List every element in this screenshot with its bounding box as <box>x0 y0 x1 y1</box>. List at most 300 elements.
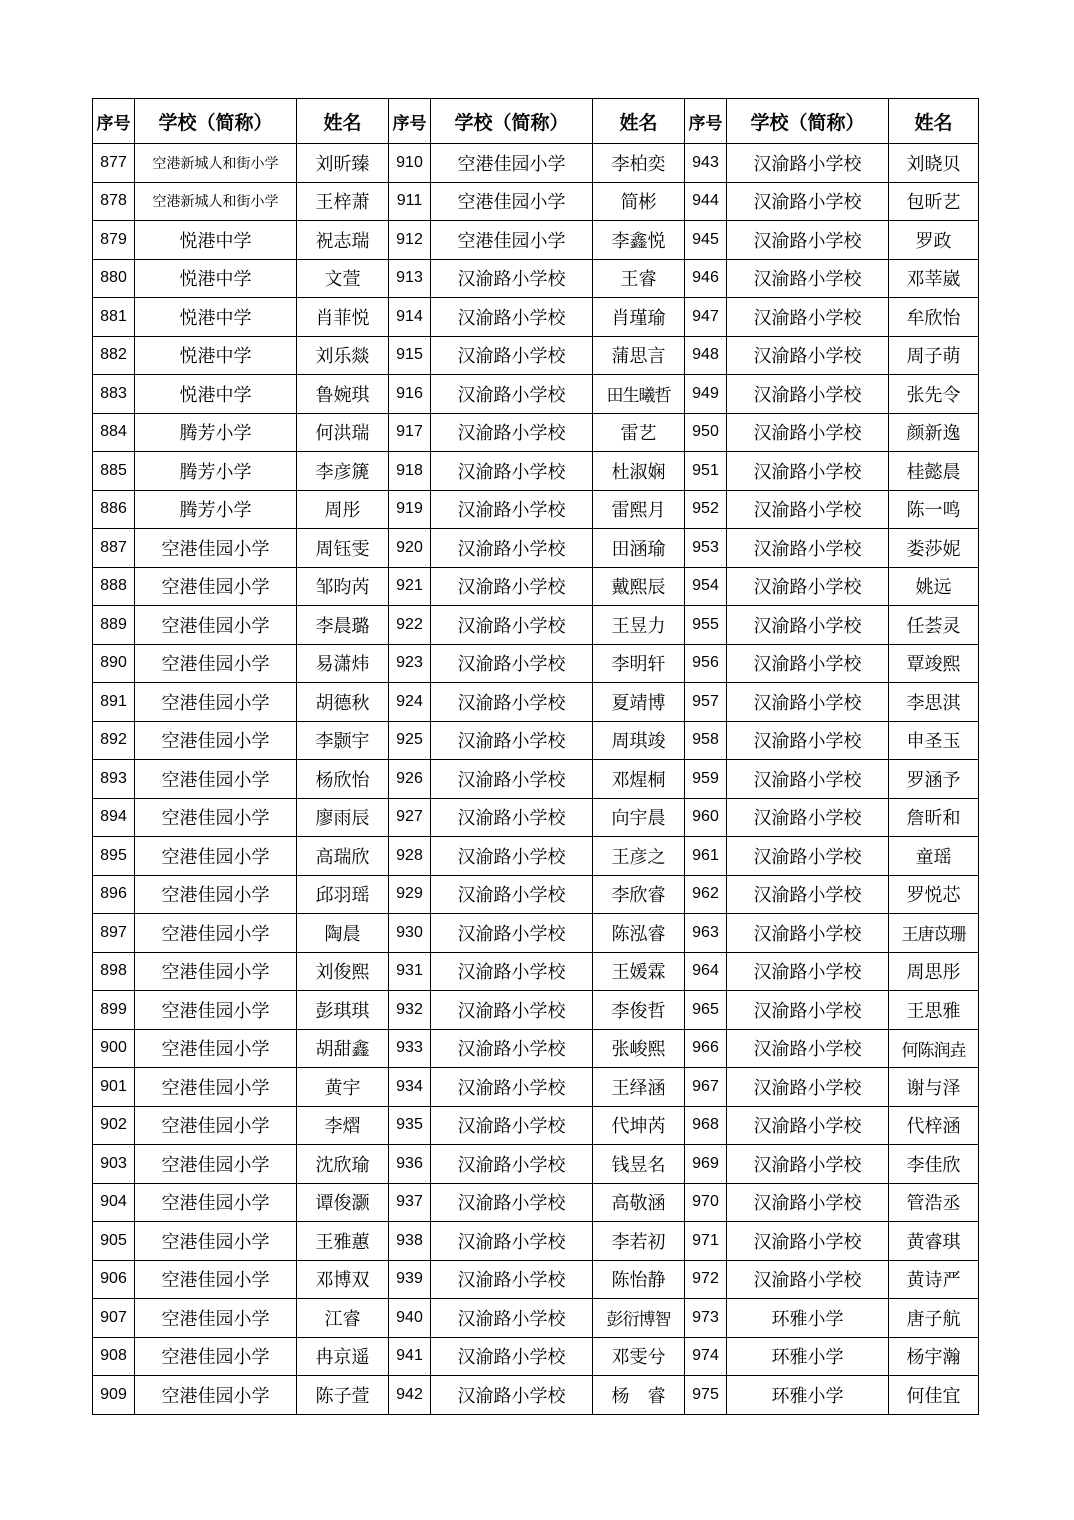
cell-school: 汉渝路小学校 <box>431 413 593 452</box>
cell-name: 罗涵予 <box>889 760 979 799</box>
cell-no: 898 <box>93 952 135 991</box>
cell-school: 汉渝路小学校 <box>431 298 593 337</box>
cell-school: 汉渝路小学校 <box>431 952 593 991</box>
cell-school: 汉渝路小学校 <box>727 1106 889 1145</box>
cell-no: 927 <box>389 798 431 837</box>
cell-no: 974 <box>685 1337 727 1376</box>
table-row <box>93 259 979 298</box>
cell-school: 环雅小学 <box>727 1376 889 1415</box>
cell-no: 926 <box>389 760 431 799</box>
header-name: 姓名 <box>593 99 685 144</box>
cell-school: 空港佳园小学 <box>135 606 297 645</box>
cell-school: 腾芳小学 <box>135 452 297 491</box>
cell-school: 汉渝路小学校 <box>431 837 593 876</box>
cell-name: 邓莘崴 <box>889 259 979 298</box>
cell-school: 汉渝路小学校 <box>727 567 889 606</box>
cell-name: 杨宇瀚 <box>889 1337 979 1376</box>
cell-no: 922 <box>389 606 431 645</box>
cell-school: 汉渝路小学校 <box>727 1145 889 1184</box>
table-row <box>93 1222 979 1261</box>
cell-no: 962 <box>685 875 727 914</box>
cell-no: 900 <box>93 1029 135 1068</box>
table-row <box>93 182 979 221</box>
table-row <box>93 221 979 260</box>
header-no: 序号 <box>685 99 727 144</box>
cell-name: 颜新逸 <box>889 413 979 452</box>
cell-name: 李熠 <box>297 1106 389 1145</box>
cell-name: 肖瑾瑜 <box>593 298 685 337</box>
cell-no: 885 <box>93 452 135 491</box>
cell-name: 王绎涵 <box>593 1068 685 1107</box>
cell-name: 李彦篪 <box>297 452 389 491</box>
cell-school: 空港佳园小学 <box>135 1337 297 1376</box>
header-no: 序号 <box>389 99 431 144</box>
table-row <box>93 914 979 953</box>
cell-school: 空港佳园小学 <box>135 1376 297 1415</box>
cell-name: 邓博双 <box>297 1260 389 1299</box>
cell-name: 黄睿琪 <box>889 1222 979 1261</box>
table-row <box>93 298 979 337</box>
cell-name: 李欣睿 <box>593 875 685 914</box>
cell-name: 管浩丞 <box>889 1183 979 1222</box>
cell-name: 田生曦哲 <box>593 375 685 414</box>
cell-name: 刘昕臻 <box>297 144 389 183</box>
cell-name: 刘晓贝 <box>889 144 979 183</box>
table-row <box>93 1068 979 1107</box>
cell-name: 杨欣怡 <box>297 760 389 799</box>
cell-name: 李俊哲 <box>593 991 685 1030</box>
cell-school: 空港佳园小学 <box>135 644 297 683</box>
cell-school: 空港佳园小学 <box>135 837 297 876</box>
cell-name: 王梓萧 <box>297 182 389 221</box>
cell-name: 周子萌 <box>889 336 979 375</box>
cell-name: 钱昱名 <box>593 1145 685 1184</box>
table-row <box>93 760 979 799</box>
cell-school: 汉渝路小学校 <box>727 991 889 1030</box>
cell-name: 李明轩 <box>593 644 685 683</box>
cell-school: 腾芳小学 <box>135 413 297 452</box>
cell-school: 空港佳园小学 <box>135 991 297 1030</box>
cell-name: 陈一鸣 <box>889 490 979 529</box>
cell-school: 汉渝路小学校 <box>727 914 889 953</box>
cell-no: 932 <box>389 991 431 1030</box>
table-row <box>93 798 979 837</box>
cell-school: 汉渝路小学校 <box>727 837 889 876</box>
cell-no: 967 <box>685 1068 727 1107</box>
cell-name: 王睿 <box>593 259 685 298</box>
cell-school: 汉渝路小学校 <box>727 259 889 298</box>
cell-school: 空港佳园小学 <box>135 1299 297 1338</box>
table-row <box>93 529 979 568</box>
cell-name: 邱羽瑶 <box>297 875 389 914</box>
cell-school: 汉渝路小学校 <box>727 413 889 452</box>
cell-no: 913 <box>389 259 431 298</box>
table-row <box>93 721 979 760</box>
cell-school: 空港佳园小学 <box>135 1145 297 1184</box>
cell-name: 罗悦芯 <box>889 875 979 914</box>
cell-name: 王昱力 <box>593 606 685 645</box>
cell-school: 汉渝路小学校 <box>727 1183 889 1222</box>
cell-school: 汉渝路小学校 <box>727 721 889 760</box>
cell-no: 886 <box>93 490 135 529</box>
cell-school: 汉渝路小学校 <box>431 1029 593 1068</box>
cell-school: 汉渝路小学校 <box>727 490 889 529</box>
table-row <box>93 1183 979 1222</box>
cell-no: 933 <box>389 1029 431 1068</box>
table-row <box>93 606 979 645</box>
table-row <box>93 1260 979 1299</box>
cell-no: 944 <box>685 182 727 221</box>
cell-no: 942 <box>389 1376 431 1415</box>
cell-school: 空港佳园小学 <box>431 221 593 260</box>
cell-name: 冉京遥 <box>297 1337 389 1376</box>
cell-no: 966 <box>685 1029 727 1068</box>
table-row <box>93 336 979 375</box>
cell-school: 汉渝路小学校 <box>431 1299 593 1338</box>
cell-school: 汉渝路小学校 <box>431 259 593 298</box>
cell-name: 戴熙辰 <box>593 567 685 606</box>
cell-school: 汉渝路小学校 <box>727 798 889 837</box>
cell-school: 汉渝路小学校 <box>431 1068 593 1107</box>
cell-name: 李佳欣 <box>889 1145 979 1184</box>
cell-name: 高敬涵 <box>593 1183 685 1222</box>
cell-school: 汉渝路小学校 <box>431 336 593 375</box>
cell-no: 957 <box>685 683 727 722</box>
cell-no: 929 <box>389 875 431 914</box>
table-row <box>93 144 979 183</box>
cell-no: 935 <box>389 1106 431 1145</box>
cell-name: 李若初 <box>593 1222 685 1261</box>
cell-name: 邓雯兮 <box>593 1337 685 1376</box>
cell-school: 汉渝路小学校 <box>727 875 889 914</box>
cell-school: 汉渝路小学校 <box>727 1068 889 1107</box>
cell-school: 汉渝路小学校 <box>727 298 889 337</box>
cell-no: 916 <box>389 375 431 414</box>
cell-school: 汉渝路小学校 <box>431 1106 593 1145</box>
cell-school: 汉渝路小学校 <box>431 721 593 760</box>
cell-no: 931 <box>389 952 431 991</box>
cell-no: 906 <box>93 1260 135 1299</box>
cell-school: 汉渝路小学校 <box>431 1222 593 1261</box>
cell-no: 959 <box>685 760 727 799</box>
cell-name: 谭俊灏 <box>297 1183 389 1222</box>
cell-no: 892 <box>93 721 135 760</box>
cell-school: 汉渝路小学校 <box>727 336 889 375</box>
cell-name: 田涵瑜 <box>593 529 685 568</box>
cell-no: 940 <box>389 1299 431 1338</box>
cell-name: 罗政 <box>889 221 979 260</box>
cell-school: 汉渝路小学校 <box>431 1145 593 1184</box>
cell-no: 920 <box>389 529 431 568</box>
cell-school: 汉渝路小学校 <box>727 1260 889 1299</box>
cell-no: 960 <box>685 798 727 837</box>
cell-school: 环雅小学 <box>727 1337 889 1376</box>
table-row <box>93 413 979 452</box>
cell-no: 964 <box>685 952 727 991</box>
cell-no: 908 <box>93 1337 135 1376</box>
cell-name: 江睿 <box>297 1299 389 1338</box>
cell-school: 汉渝路小学校 <box>431 529 593 568</box>
cell-no: 880 <box>93 259 135 298</box>
cell-school: 汉渝路小学校 <box>727 221 889 260</box>
cell-school: 汉渝路小学校 <box>431 1376 593 1415</box>
cell-no: 919 <box>389 490 431 529</box>
cell-school: 汉渝路小学校 <box>431 452 593 491</box>
cell-no: 952 <box>685 490 727 529</box>
cell-name: 简彬 <box>593 182 685 221</box>
cell-no: 939 <box>389 1260 431 1299</box>
table-row <box>93 490 979 529</box>
cell-name: 陈子萱 <box>297 1376 389 1415</box>
cell-school: 汉渝路小学校 <box>431 875 593 914</box>
cell-name: 覃竣熙 <box>889 644 979 683</box>
cell-no: 914 <box>389 298 431 337</box>
cell-name: 李柏奕 <box>593 144 685 183</box>
cell-no: 947 <box>685 298 727 337</box>
cell-school: 悦港中学 <box>135 221 297 260</box>
cell-name: 陈泓睿 <box>593 914 685 953</box>
cell-no: 930 <box>389 914 431 953</box>
cell-school: 汉渝路小学校 <box>431 683 593 722</box>
cell-name: 唐子航 <box>889 1299 979 1338</box>
table-row <box>93 683 979 722</box>
cell-name: 牟欣怡 <box>889 298 979 337</box>
cell-name: 何洪瑞 <box>297 413 389 452</box>
cell-no: 902 <box>93 1106 135 1145</box>
cell-name: 周钰雯 <box>297 529 389 568</box>
cell-school: 汉渝路小学校 <box>431 991 593 1030</box>
cell-name: 杜淑娴 <box>593 452 685 491</box>
header-name: 姓名 <box>297 99 389 144</box>
cell-school: 空港佳园小学 <box>135 798 297 837</box>
cell-name: 李思淇 <box>889 683 979 722</box>
cell-no: 938 <box>389 1222 431 1261</box>
cell-no: 925 <box>389 721 431 760</box>
cell-no: 950 <box>685 413 727 452</box>
cell-school: 空港佳园小学 <box>135 1106 297 1145</box>
table-row <box>93 952 979 991</box>
cell-no: 955 <box>685 606 727 645</box>
header-school: 学校（简称） <box>135 99 297 144</box>
cell-no: 972 <box>685 1260 727 1299</box>
cell-no: 915 <box>389 336 431 375</box>
cell-school: 空港佳园小学 <box>431 144 593 183</box>
cell-no: 891 <box>93 683 135 722</box>
cell-no: 903 <box>93 1145 135 1184</box>
cell-name: 桂懿晨 <box>889 452 979 491</box>
cell-no: 907 <box>93 1299 135 1338</box>
cell-no: 912 <box>389 221 431 260</box>
cell-name: 童瑶 <box>889 837 979 876</box>
cell-no: 975 <box>685 1376 727 1415</box>
cell-school: 汉渝路小学校 <box>727 952 889 991</box>
cell-school: 汉渝路小学校 <box>431 375 593 414</box>
cell-name: 李晨璐 <box>297 606 389 645</box>
cell-no: 965 <box>685 991 727 1030</box>
cell-name: 彭琪琪 <box>297 991 389 1030</box>
cell-name: 黄宇 <box>297 1068 389 1107</box>
table-row <box>93 1145 979 1184</box>
cell-school: 汉渝路小学校 <box>431 1337 593 1376</box>
cell-no: 956 <box>685 644 727 683</box>
cell-school: 腾芳小学 <box>135 490 297 529</box>
cell-school: 汉渝路小学校 <box>431 914 593 953</box>
cell-name: 夏靖博 <box>593 683 685 722</box>
cell-no: 881 <box>93 298 135 337</box>
cell-name: 王思雅 <box>889 991 979 1030</box>
cell-school: 悦港中学 <box>135 298 297 337</box>
cell-no: 963 <box>685 914 727 953</box>
cell-name: 陈怡静 <box>593 1260 685 1299</box>
cell-school: 空港佳园小学 <box>431 182 593 221</box>
cell-name: 李颢宇 <box>297 721 389 760</box>
cell-school: 空港佳园小学 <box>135 567 297 606</box>
cell-name: 陶晨 <box>297 914 389 953</box>
cell-name: 周彤 <box>297 490 389 529</box>
cell-name: 杨 睿 <box>593 1376 685 1415</box>
cell-no: 948 <box>685 336 727 375</box>
cell-no: 923 <box>389 644 431 683</box>
cell-no: 924 <box>389 683 431 722</box>
cell-school: 汉渝路小学校 <box>727 760 889 799</box>
cell-name: 王唐苡珊 <box>889 914 979 953</box>
cell-name: 王彦之 <box>593 837 685 876</box>
cell-school: 汉渝路小学校 <box>727 683 889 722</box>
cell-no: 973 <box>685 1299 727 1338</box>
cell-school: 空港佳园小学 <box>135 1183 297 1222</box>
cell-school: 悦港中学 <box>135 336 297 375</box>
header-school: 学校（简称） <box>727 99 889 144</box>
cell-no: 888 <box>93 567 135 606</box>
cell-school: 汉渝路小学校 <box>431 760 593 799</box>
cell-no: 879 <box>93 221 135 260</box>
cell-no: 890 <box>93 644 135 683</box>
cell-name: 雷熙月 <box>593 490 685 529</box>
cell-school: 空港佳园小学 <box>135 952 297 991</box>
cell-no: 936 <box>389 1145 431 1184</box>
cell-name: 高瑞欣 <box>297 837 389 876</box>
cell-no: 968 <box>685 1106 727 1145</box>
cell-school: 汉渝路小学校 <box>727 182 889 221</box>
cell-name: 胡甜鑫 <box>297 1029 389 1068</box>
cell-school: 空港佳园小学 <box>135 529 297 568</box>
cell-school: 汉渝路小学校 <box>431 1260 593 1299</box>
cell-no: 917 <box>389 413 431 452</box>
student-list-table <box>92 98 979 1415</box>
cell-name: 祝志瑞 <box>297 221 389 260</box>
cell-no: 889 <box>93 606 135 645</box>
table-row <box>93 1337 979 1376</box>
cell-no: 878 <box>93 182 135 221</box>
table-row <box>93 1376 979 1415</box>
cell-school: 空港佳园小学 <box>135 1222 297 1261</box>
cell-name: 包昕艺 <box>889 182 979 221</box>
cell-no: 921 <box>389 567 431 606</box>
cell-name: 周思彤 <box>889 952 979 991</box>
cell-name: 彭衍博智 <box>593 1299 685 1338</box>
cell-no: 949 <box>685 375 727 414</box>
cell-no: 971 <box>685 1222 727 1261</box>
cell-no: 953 <box>685 529 727 568</box>
header-row <box>93 99 979 144</box>
cell-no: 928 <box>389 837 431 876</box>
cell-name: 谢与泽 <box>889 1068 979 1107</box>
cell-name: 张先令 <box>889 375 979 414</box>
cell-school: 空港佳园小学 <box>135 1068 297 1107</box>
table-row <box>93 375 979 414</box>
cell-name: 肖菲悦 <box>297 298 389 337</box>
cell-name: 李鑫悦 <box>593 221 685 260</box>
cell-school: 汉渝路小学校 <box>727 1029 889 1068</box>
cell-school: 空港佳园小学 <box>135 683 297 722</box>
cell-school: 空港佳园小学 <box>135 914 297 953</box>
cell-name: 詹昕和 <box>889 798 979 837</box>
table-row <box>93 644 979 683</box>
cell-school: 汉渝路小学校 <box>431 606 593 645</box>
cell-no: 897 <box>93 914 135 953</box>
cell-no: 887 <box>93 529 135 568</box>
cell-no: 882 <box>93 336 135 375</box>
cell-no: 904 <box>93 1183 135 1222</box>
cell-school: 空港佳园小学 <box>135 760 297 799</box>
cell-no: 899 <box>93 991 135 1030</box>
header-no: 序号 <box>93 99 135 144</box>
cell-no: 893 <box>93 760 135 799</box>
table-row <box>93 991 979 1030</box>
cell-name: 王雅蕙 <box>297 1222 389 1261</box>
cell-name: 向宇晨 <box>593 798 685 837</box>
cell-school: 空港佳园小学 <box>135 1029 297 1068</box>
table-row <box>93 1106 979 1145</box>
cell-name: 鲁婉琪 <box>297 375 389 414</box>
cell-school: 汉渝路小学校 <box>727 644 889 683</box>
cell-school: 空港新城人和街小学 <box>135 144 297 183</box>
cell-no: 969 <box>685 1145 727 1184</box>
cell-school: 空港佳园小学 <box>135 875 297 914</box>
cell-no: 877 <box>93 144 135 183</box>
cell-no: 934 <box>389 1068 431 1107</box>
cell-name: 周琪竣 <box>593 721 685 760</box>
cell-school: 环雅小学 <box>727 1299 889 1338</box>
cell-name: 黄诗严 <box>889 1260 979 1299</box>
cell-school: 空港新城人和街小学 <box>135 182 297 221</box>
cell-school: 汉渝路小学校 <box>431 798 593 837</box>
cell-no: 911 <box>389 182 431 221</box>
cell-name: 胡德秋 <box>297 683 389 722</box>
cell-school: 汉渝路小学校 <box>431 567 593 606</box>
cell-name: 代梓涵 <box>889 1106 979 1145</box>
cell-no: 909 <box>93 1376 135 1415</box>
cell-name: 姚远 <box>889 567 979 606</box>
table-row <box>93 1299 979 1338</box>
cell-name: 邹昀芮 <box>297 567 389 606</box>
cell-no: 905 <box>93 1222 135 1261</box>
cell-no: 894 <box>93 798 135 837</box>
cell-no: 945 <box>685 221 727 260</box>
cell-name: 刘乐燚 <box>297 336 389 375</box>
cell-no: 954 <box>685 567 727 606</box>
cell-no: 941 <box>389 1337 431 1376</box>
cell-school: 汉渝路小学校 <box>431 490 593 529</box>
header-name: 姓名 <box>889 99 979 144</box>
table-row <box>93 1029 979 1068</box>
table-row <box>93 837 979 876</box>
header-school: 学校（简称） <box>431 99 593 144</box>
cell-name: 代坤芮 <box>593 1106 685 1145</box>
cell-no: 970 <box>685 1183 727 1222</box>
cell-name: 刘俊熙 <box>297 952 389 991</box>
cell-no: 958 <box>685 721 727 760</box>
